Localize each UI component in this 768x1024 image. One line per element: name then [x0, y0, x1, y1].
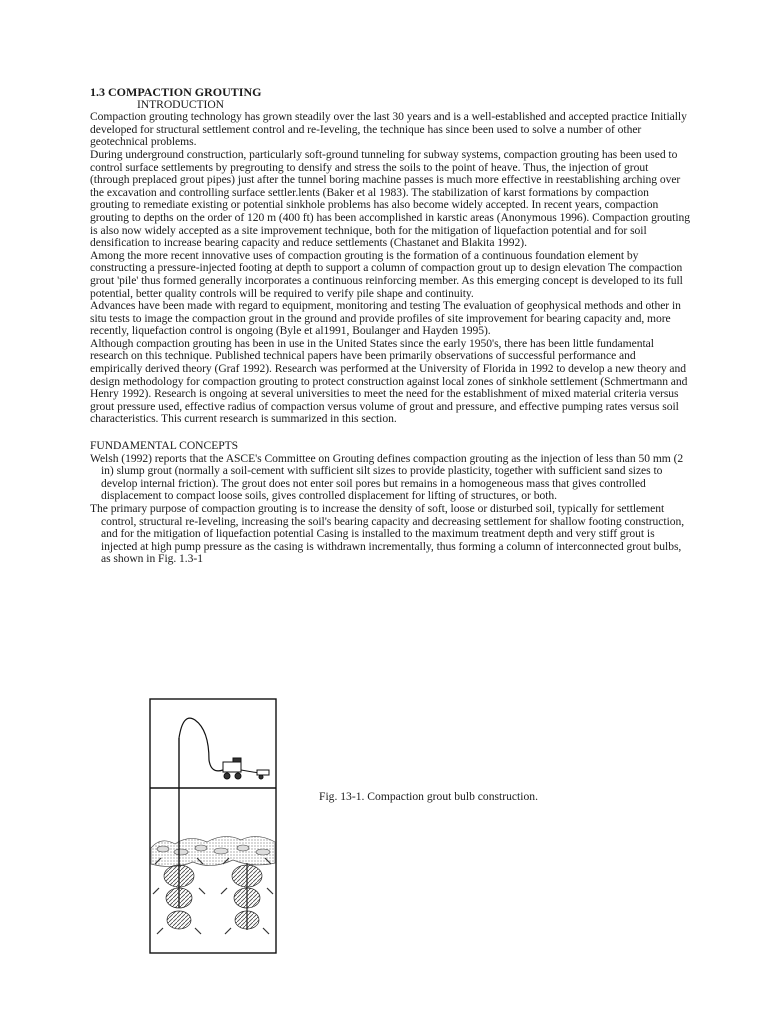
paragraph: Although compaction grouting has been in use in the United States since the early 1950's, there has been little fundamental research on this technique. Published technical papers have been primarily observations of successful performance and empirically derived theory (Graf 1992). Research was performed at the University of Florida in 1992 to develop a new theory and design methodology for compaction grouting to protect construction against local zones of sinkhole settlement (Schmertmann and Henry 1992). Research is ongoing at several universities to meet the need for the establishment of mixed material criteria versus grout pressure used, effective radius of compaction versus volume of grout and pressure, and effective pumping rates versus soil characteristics. This current research is summarized in this section. [90, 336, 688, 426]
introduction-heading: INTRODUCTION [137, 97, 224, 111]
compaction-grout-figure [149, 698, 277, 954]
paragraph: During underground construction, particularly soft-ground tunneling for subway systems, compaction grouting has been used to control surface settlements by pregrouting to densify and stress the soils to the point of heave. Thus, the injection of grout (through preplaced grout pipes) just after the tunnel boring machine passes is much more effective in reestablishing arching over the excavation and controlling surface settler.lents (Baker et al 1983). The stabilization of karst formations by compaction grouting to remediate existing or potential sinkhole problems has also become widely accepted. In recent years, compaction grouting to depths on the order of 120 m (400 ft) has been accomplished in karstic areas (Anonymous 1996). Compaction grouting is also now widely accepted as a site improvement technique, both for the mitigation of liquefaction potential and for soil densification to increase bearing capacity and reduce settlements (Chastanet and Blakita 1992). [90, 147, 690, 250]
paragraph: The primary purpose of compaction grouting is to increase the density of soft, loose or disturbed soil, typically for settlement control, structural re-Ieveling, increasing the soil's bearing capacity and decreasing settlement for shallow footing construction, and for the mitigation of liquefaction potential Casing is installed to the maximum treatment depth and very stiff grout is injected at high pump pressure as the casing is withdrawn incrementally, thus forming a column of interconnected grout bulbs, as shown in Fig. 1.3-1 [90, 502, 685, 566]
paragraph: Welsh (1992) reports that the ASCE's Committee on Grouting defines compaction grouting as the injection of less than 50 mm (2 in) slump grout (normally a soil-cement with sufficient silt sizes to provide plasticity, together with sufficient sand sizes to develop internal friction). The grout does not enter soil pores but remains in a homogeneous mass that gives controlled displacement to compact loose soils, gives controlled displacement for lifting of structures, or both. [90, 451, 684, 503]
paragraph: Compaction grouting technology has grown steadily over the last 30 years and is a well-established and accepted practice Initially developed for structural settlement control and re-Ieveling, the technique has since been used to solve a number of other geotechnical problems. [90, 110, 687, 149]
introduction-text [90, 111, 690, 426]
figure-caption: Fig. 13-1. Compaction grout bulb construction. [319, 790, 538, 803]
fundamental-concepts-heading: FUNDAMENTAL CONCEPTS [90, 439, 239, 453]
paragraph: Among the more recent innovative uses of compaction grouting is the formation of a continuous foundation element by constructing a pressure-injected footing at depth to support a column of compaction grout up to design elevation The compaction grout 'pile' thus formed generally incorporates a continuous reinforcing member. As this emerging concept is developed to its full potential, better quality controls will be required to verify pile shape and continuity. [90, 248, 683, 300]
document-body [90, 86, 690, 566]
grout-bulb-illustration [149, 698, 277, 954]
paragraph: Advances have been made with regard to equipment, monitoring and testing The evaluation of geophysical methods and other in situ tests to image the compaction grout in the ground and provide profiles of site improvement for bearing capacity and, more recently, liquefaction control is ongoing (Byle et al1991, Boulanger and Hayden 1995). [90, 299, 681, 338]
fundamental-concepts-text [90, 453, 690, 566]
section-heading: 1.3 COMPACTION GROUTING [90, 85, 262, 99]
